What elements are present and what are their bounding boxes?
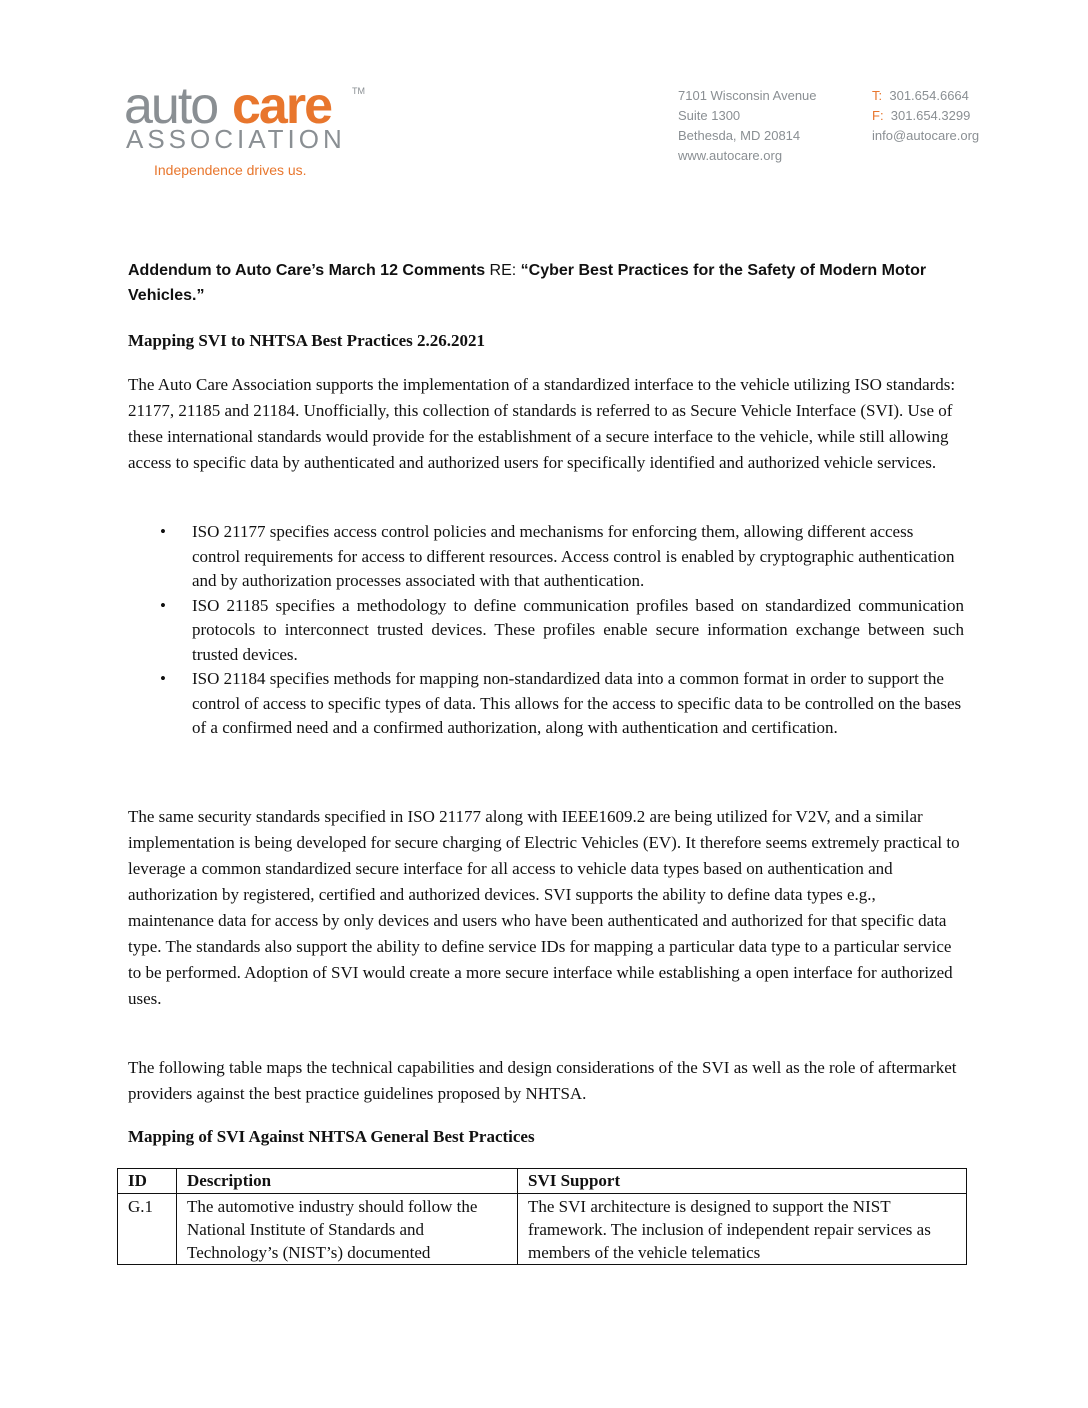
logo-tagline: Independence drives us. <box>154 162 307 178</box>
email-link[interactable]: info@autocare.org <box>872 128 980 143</box>
list-item-text: ISO 21184 specifies methods for mapping non-standardized data into a common format in order to support the control of access to specific types of data. This allows for the access to specific data to be controlled on the bases of a confirmed need and a confirmed authorization, along with authentication and certification. <box>192 669 962 737</box>
logo-text-care: care <box>232 77 331 135</box>
body-paragraph: The following table maps the technical capabilities and design considerations of the SVI as well as the role of aftermarket providers against the best practice guidelines proposed by NHTSA. <box>128 1058 957 1103</box>
document-title <box>128 258 948 308</box>
logo-text-auto: auto <box>124 77 218 135</box>
document-subtitle: Mapping SVI to NHTSA Best Practices 2.26.2021 <box>128 331 485 350</box>
table-header-row <box>118 1169 967 1194</box>
fax-number: 301.654.3299 <box>890 108 971 123</box>
logo-trademark: TM <box>352 86 365 96</box>
cell-id: G.1 <box>118 1194 177 1265</box>
iso-standards-list <box>128 520 964 741</box>
letterhead-address <box>678 86 817 166</box>
svi-mapping-table <box>117 1168 967 1265</box>
table-title: Mapping of SVI Against NHTSA General Best Practices <box>128 1127 535 1146</box>
fax-label: F: <box>872 108 884 123</box>
phone-number: 301.654.6664 <box>889 88 969 103</box>
column-header-id: ID <box>118 1169 177 1194</box>
title-re: RE: <box>489 262 517 279</box>
website-link[interactable]: www.autocare.org <box>678 148 783 163</box>
list-item <box>128 667 964 741</box>
list-item-text: ISO 21185 specifies a methodology to define communication profiles based on standardized communication protocols to interconnect trusted devices. These profiles enable secure information exchange between such trusted devices. <box>192 595 964 664</box>
logo-text-association: ASSOCIATION <box>126 124 346 154</box>
title-part-2: “Cyber Best Practices for the Safety of Modern Motor Vehicles.” <box>128 262 927 304</box>
column-header-svi-support: SVI Support <box>518 1169 967 1194</box>
intro-paragraph: The Auto Care Association supports the implementation of a standardized interface to the vehicle utilizing ISO standards: 21177, 21185 and 21184. Unofficially, this collection of standards is referred to as Secure Vehicle Interface (SVI). Use of these international standards would provide for the establishment of a secure interface to the vehicle, while still allowing access to specific data by authenticated and authorized users for specifically identified and authorized vehicle services. <box>128 375 956 472</box>
address-line: Suite 1300 <box>678 108 741 123</box>
phone-line <box>872 86 979 106</box>
fax-line <box>872 106 979 126</box>
bullet-icon: • <box>160 595 166 615</box>
column-header-description: Description <box>177 1169 518 1194</box>
bullet-icon: • <box>160 669 166 688</box>
letterhead-contact <box>872 86 979 146</box>
list-item-text: ISO 21177 specifies access control policies and mechanisms for enforcing them, allowing different access control requirements for access to different resources. Access control is enabled by cryptographic authentication and by authorization processes associated with that authentication. <box>192 522 955 590</box>
bullet-icon: • <box>160 522 166 541</box>
title-part-1: Addendum to Auto Care’s March 12 Comments <box>128 262 490 279</box>
list-item <box>128 520 964 594</box>
address-line: 7101 Wisconsin Avenue <box>678 88 817 103</box>
address-line: Bethesda, MD 20814 <box>678 128 801 143</box>
list-item <box>128 594 964 668</box>
table-row <box>118 1194 967 1265</box>
phone-label: T: <box>872 88 883 103</box>
autocare-logo <box>124 77 374 180</box>
cell-svi-support: The SVI architecture is designed to support the NIST framework. The inclusion of independent repair services as members of the vehicle telematics <box>518 1194 967 1265</box>
cell-description: The automotive industry should follow the National Institute of Standards and Technology’s (NIST’s) documented <box>177 1194 518 1265</box>
body-paragraph: The same security standards specified in ISO 21177 along with IEEE1609.2 are being utilized for V2V, and a similar implementation is being developed for secure charging of Electric Vehicles (EV). It therefore seems extremely practical to leverage a common standardized secure interface for all access to vehicle data types based on authentication and authorization by registered, certified and authorized devices. SVI supports the ability to define data types e.g., maintenance data for access by only devices and users who have been authenticated and authorized for that specific data type. The standards also support the ability to define service IDs for mapping a particular data type to a particular service to be performed. Adoption of SVI would create a more secure interface while establishing a open interface for authorized uses. <box>128 807 960 1008</box>
